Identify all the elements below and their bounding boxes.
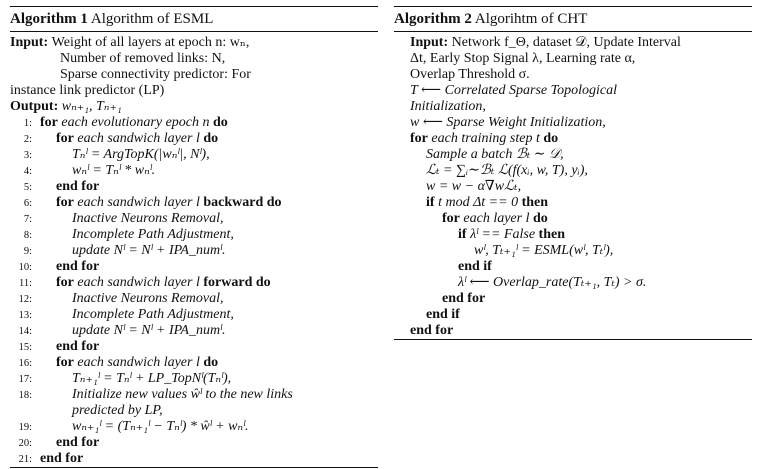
algorithm-1-box <box>10 6 378 468</box>
algorithm-line <box>394 115 752 131</box>
algorithm-line <box>10 163 378 179</box>
algorithm-line <box>394 307 752 323</box>
line-keyword: for <box>56 131 74 146</box>
bottom-rule <box>394 339 752 340</box>
line-text: T ⟵ Correlated Sparse Topological <box>410 83 618 98</box>
line-content <box>394 291 485 307</box>
input-line <box>10 51 378 67</box>
line-number: 19: <box>18 422 32 433</box>
line-content <box>394 115 606 131</box>
algorithm-line <box>10 435 378 451</box>
algorithm-line <box>394 291 752 307</box>
line-content <box>10 403 163 419</box>
algorithm-line <box>10 307 378 323</box>
algorithm-1-caption <box>10 7 378 29</box>
line-content <box>10 291 224 307</box>
algorithm-line <box>10 291 378 307</box>
line-text: ℒₜ = ∑ᵢ∼ℬₜ ℒ(f(xᵢ, w, T), yᵢ), <box>426 163 588 178</box>
line-text: w ⟵ Sparse Weight Initialization, <box>410 115 606 130</box>
line-keyword: end for <box>442 291 486 306</box>
algorithm-line <box>394 83 752 99</box>
line-number: 15: <box>18 342 32 353</box>
line-text: each sandwich layer l <box>73 275 204 290</box>
line-number: 6: <box>23 198 32 209</box>
line-number: 7: <box>23 214 32 225</box>
line-content <box>10 243 225 259</box>
algorithm-line <box>10 179 378 195</box>
line-number: 21: <box>18 454 32 465</box>
line-content <box>394 275 646 291</box>
algorithm-line <box>10 403 378 419</box>
algorithm-1-body <box>10 32 378 467</box>
line-text: each sandwich layer l <box>73 355 204 370</box>
output-keyword: Output: <box>10 99 59 114</box>
line-text: Sample a batch ℬₜ ∼ 𝒟, <box>426 147 564 162</box>
input-line <box>394 35 752 51</box>
line-keyword-end: do <box>543 131 559 146</box>
line-content <box>394 227 565 243</box>
line-number: 8: <box>23 230 32 241</box>
line-content <box>394 211 548 227</box>
input-line <box>10 67 378 83</box>
line-content <box>394 179 521 195</box>
algorithm-2-box <box>394 6 752 340</box>
line-keyword: for <box>56 275 74 290</box>
line-keyword: for <box>410 131 428 146</box>
input-text: instance link predictor (LP) <box>10 83 165 98</box>
line-number: 16: <box>18 358 32 369</box>
line-text: wₙ₊₁ˡ = (Tₙ₊₁ˡ − Tₙˡ) * ŵˡ + wₙˡ. <box>72 419 249 434</box>
line-content <box>10 419 249 435</box>
line-keyword: end for <box>56 435 100 450</box>
line-keyword: end for <box>56 179 100 194</box>
line-number: 1: <box>23 118 32 129</box>
line-content <box>10 147 210 163</box>
line-content <box>394 83 617 99</box>
line-text: w = w − α∇wℒₜ, <box>426 179 522 194</box>
line-keyword-end: backward do <box>203 195 282 210</box>
algorithm-line <box>10 451 378 467</box>
line-keyword: for <box>56 195 74 210</box>
line-content <box>394 243 613 259</box>
line-keyword-end: then <box>521 195 549 210</box>
line-content <box>10 195 282 211</box>
line-keyword: if <box>458 227 467 242</box>
line-keyword: for <box>442 211 460 226</box>
algorithm-1-label: Algorithm 1 <box>10 11 88 27</box>
algorithm-2-caption <box>394 7 752 29</box>
line-text: predicted by LP, <box>72 403 163 418</box>
line-text: Incomplete Path Adjustment, <box>72 227 234 242</box>
line-keyword-end: do <box>532 211 548 226</box>
algorithm-line <box>394 99 752 115</box>
input-text: Weight of all layers at epoch n: wₙ, <box>51 35 250 50</box>
algorithm-line <box>10 419 378 435</box>
line-keyword: end if <box>426 307 460 322</box>
input-keyword: Input: <box>10 35 49 50</box>
line-keyword: end for <box>410 323 454 338</box>
input-line <box>394 67 752 83</box>
line-content <box>394 163 588 179</box>
line-text: λˡ ⟵ Overlap_rate(Tₜ₊₁, Tₜ) > σ. <box>458 275 647 290</box>
line-text: each evolutionary epoch n <box>57 115 214 130</box>
line-keyword-end: forward do <box>203 275 271 290</box>
line-text: wˡ, Tₜ₊₁ˡ = ESML(wˡ, Tₜˡ), <box>474 243 614 258</box>
algorithm-line <box>10 339 378 355</box>
line-text: each layer l <box>459 211 533 226</box>
line-keyword: end for <box>56 259 100 274</box>
line-number: 20: <box>18 438 32 449</box>
line-number: 18: <box>18 390 32 401</box>
line-content <box>10 275 271 291</box>
line-keyword: end if <box>458 259 492 274</box>
line-content <box>10 115 228 131</box>
algorithm-line <box>10 211 378 227</box>
algorithm-line <box>10 259 378 275</box>
input-text: Number of removed links: N, <box>60 51 226 66</box>
line-keyword: for <box>56 355 74 370</box>
line-keyword: end for <box>56 339 100 354</box>
line-text: each sandwich layer l <box>73 131 204 146</box>
line-keyword-end: do <box>213 115 228 130</box>
line-content <box>394 131 558 147</box>
algorithm-line <box>394 259 752 275</box>
algorithm-line <box>10 147 378 163</box>
line-text: Incomplete Path Adjustment, <box>72 307 234 322</box>
algorithm-line <box>10 243 378 259</box>
algorithm-line <box>10 131 378 147</box>
algorithm-line <box>394 211 752 227</box>
output-text: wₙ₊₁, Tₙ₊₁ <box>61 99 122 114</box>
algorithm-1-title: Algorithm of ESML <box>90 11 214 27</box>
input-text: Sparse connectivity predictor: For <box>60 67 251 82</box>
line-content <box>394 307 460 323</box>
line-text: Inactive Neurons Removal, <box>72 291 224 306</box>
output-line <box>10 99 378 115</box>
line-content <box>394 147 564 163</box>
line-text: each training step t <box>427 131 544 146</box>
algorithm-line <box>10 355 378 371</box>
algorithm-line <box>394 163 752 179</box>
algorithm-line <box>394 227 752 243</box>
algorithm-line <box>10 275 378 291</box>
line-content <box>10 355 218 371</box>
line-keyword-end: then <box>538 227 565 242</box>
algorithm-line <box>10 195 378 211</box>
line-number: 17: <box>18 374 32 385</box>
algorithm-line <box>10 323 378 339</box>
algorithm-line <box>10 387 378 403</box>
line-keyword: if <box>426 195 435 210</box>
line-content <box>10 387 293 403</box>
line-content <box>394 99 486 115</box>
line-content <box>394 195 548 211</box>
algorithm-line <box>394 243 752 259</box>
input-keyword: Input: <box>410 35 449 50</box>
line-text: update Nˡ = Nˡ + IPA_numˡ. <box>72 243 226 258</box>
line-content <box>10 323 225 339</box>
line-keyword-end: do <box>203 355 219 370</box>
algorithm-2-title: Algorihtm of CHT <box>474 11 588 27</box>
algorithm-line <box>394 323 752 339</box>
line-content <box>10 307 234 323</box>
algorithm-line <box>394 131 752 147</box>
line-content <box>10 131 218 147</box>
line-content <box>10 227 234 243</box>
input-line <box>394 51 752 67</box>
line-text: wₙˡ = Tₙˡ * wₙˡ. <box>72 163 156 178</box>
line-content <box>10 371 231 387</box>
line-text: Tₙˡ = ArgTopK(|wₙˡ|, Nˡ), <box>72 147 210 162</box>
line-content <box>10 211 224 227</box>
algorithm-line <box>394 195 752 211</box>
line-text: Inactive Neurons Removal, <box>72 211 224 226</box>
algorithm-line <box>394 179 752 195</box>
algorithm-2-label: Algorithm 2 <box>394 11 472 27</box>
line-number: 3: <box>23 150 32 161</box>
algorithm-line <box>10 227 378 243</box>
line-text: each sandwich layer l <box>73 195 204 210</box>
algorithm-2-body <box>394 32 752 339</box>
input-text: Δt, Early Stop Signal λ, Learning rate α, <box>410 51 636 66</box>
line-number: 4: <box>23 166 32 177</box>
algorithm-line <box>10 371 378 387</box>
line-keyword: end for <box>40 451 84 466</box>
line-text: Tₙ₊₁ˡ = Tₙˡ + LP_TopNˡ(Tₙˡ), <box>72 371 232 386</box>
line-content <box>394 259 492 275</box>
line-number: 10: <box>18 262 32 273</box>
input-text: Network f_Θ, dataset 𝒟, Update Interval <box>451 35 681 50</box>
input-line <box>10 83 378 99</box>
line-number: 13: <box>18 310 32 321</box>
algorithm-line <box>394 147 752 163</box>
line-text: update Nˡ = Nˡ + IPA_numˡ. <box>72 323 226 338</box>
line-number: 2: <box>23 134 32 145</box>
algorithm-line <box>394 275 752 291</box>
line-text: t mod Δt == 0 <box>434 195 522 210</box>
input-line <box>10 35 378 51</box>
line-text: Initialization, <box>410 99 486 114</box>
line-keyword: for <box>40 115 58 130</box>
line-text: λˡ == False <box>466 227 539 242</box>
input-text: Overlap Threshold σ. <box>410 67 530 82</box>
line-number: 9: <box>23 246 32 257</box>
bottom-rule <box>10 467 378 468</box>
line-keyword-end: do <box>203 131 219 146</box>
line-number: 11: <box>18 278 32 289</box>
line-number: 5: <box>23 182 32 193</box>
line-number: 14: <box>18 326 32 337</box>
line-number: 12: <box>18 294 32 305</box>
line-content <box>394 323 453 339</box>
line-text: Initialize new values ŵˡ to the new links <box>72 387 293 402</box>
algorithm-line <box>10 115 378 131</box>
